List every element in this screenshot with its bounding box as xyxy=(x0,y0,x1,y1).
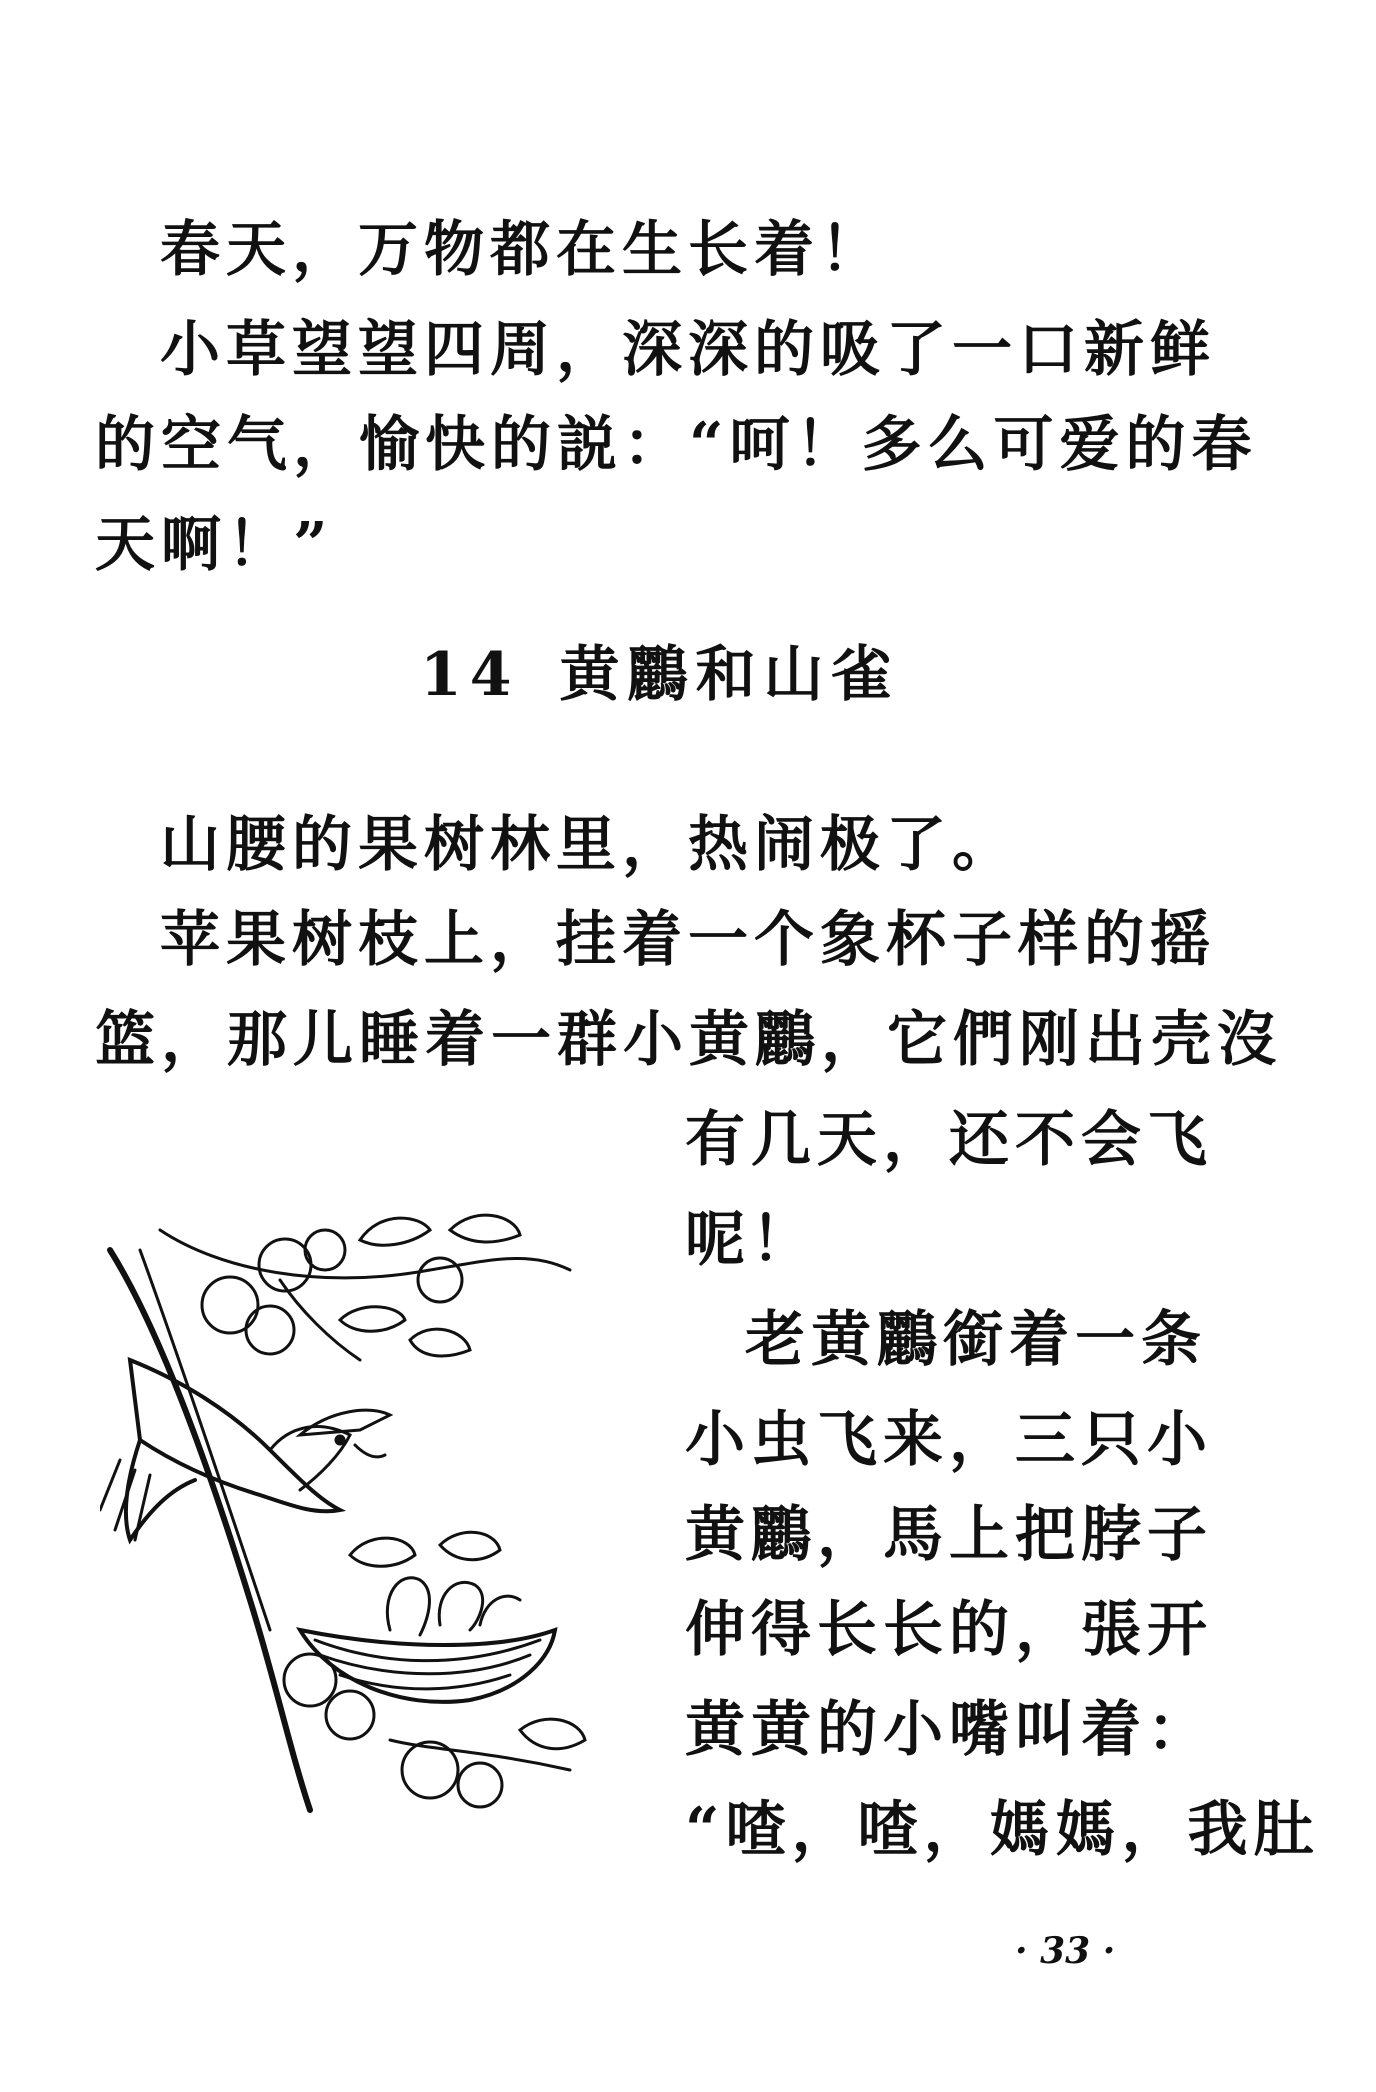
lesson-title xyxy=(420,640,900,710)
text-line: 黄鸝，馬上把脖子 xyxy=(685,1500,1213,1570)
text-line: 小草望望四周，深深的吸了一口新鲜 xyxy=(160,315,1216,385)
text-line: 春天，万物都在生长着！ xyxy=(160,215,886,285)
bird-nest-illustration xyxy=(100,1210,675,1820)
text-line: 天啊！” xyxy=(95,510,334,580)
lesson-number: 14 xyxy=(420,640,520,710)
text-line: 篮，那儿睡着一群小黄鸝，它們刚出壳沒 xyxy=(95,1005,1283,1075)
text-line: 山腰的果树林里，热闹极了。 xyxy=(160,810,1018,880)
text-line: 老黄鸝銜着一条 xyxy=(745,1305,1207,1375)
text-line: 呢！ xyxy=(685,1205,817,1275)
text-line: “喳，喳，媽媽，我肚 xyxy=(685,1795,1320,1865)
text-line: 伸得长长的，張开 xyxy=(685,1595,1213,1665)
lesson-title-text: 黄鸝和山雀 xyxy=(559,640,900,710)
text-line: 小虫飞来，三只小 xyxy=(685,1405,1213,1475)
text-line: 的空气，愉快的説：“呵！多么可爱的春 xyxy=(95,410,1258,480)
text-line: 苹果树枝上，挂着一个象杯子样的摇 xyxy=(160,905,1216,975)
text-line: 有几天，还不会飞 xyxy=(685,1105,1213,1175)
page-number: · 33 · xyxy=(1015,1930,1116,1972)
text-line: 黄黄的小嘴叫着： xyxy=(685,1695,1213,1765)
